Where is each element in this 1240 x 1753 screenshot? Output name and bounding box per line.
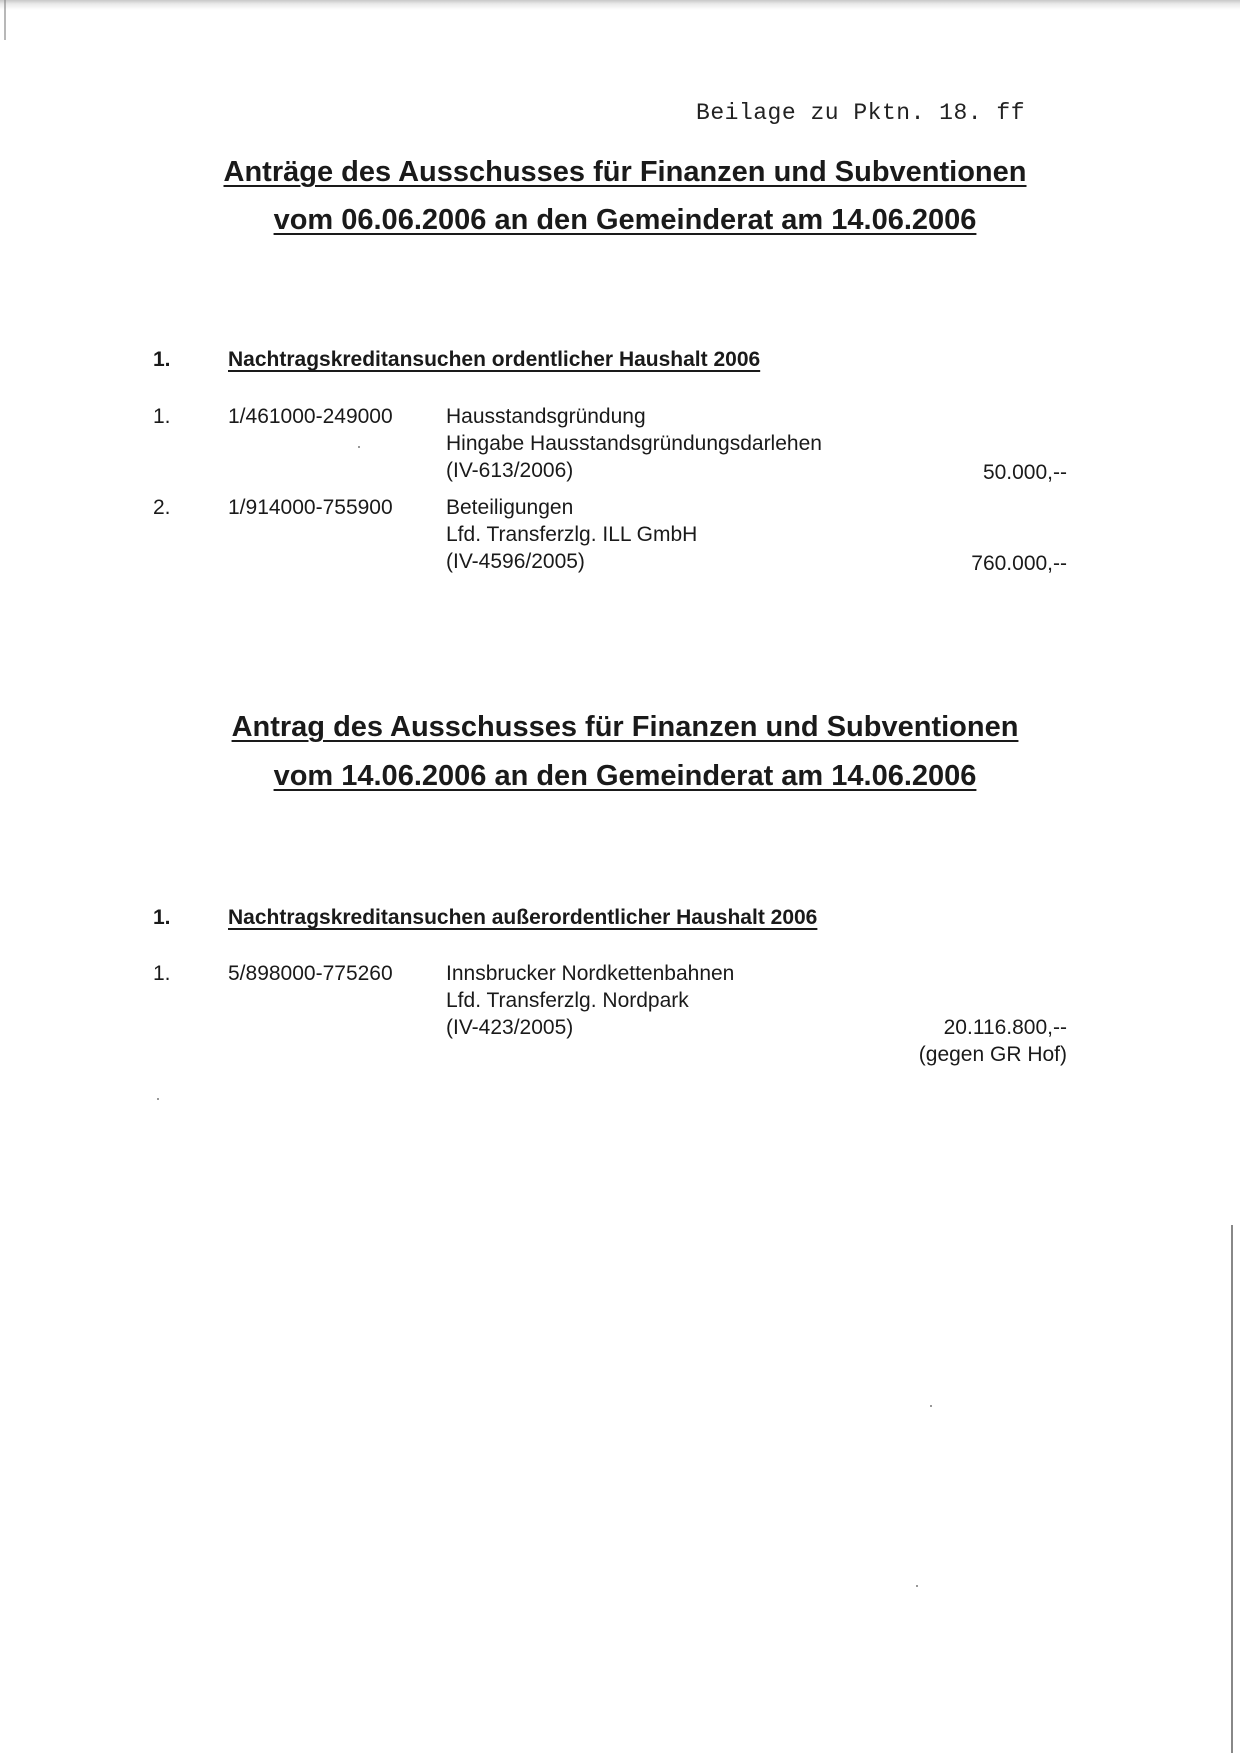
- scan-edge-top: [0, 0, 1240, 10]
- entry-amount: 20.116.800,--: [943, 1016, 1067, 1039]
- block1-heading-line2: [120, 196, 1130, 244]
- entry-description: [446, 960, 906, 1041]
- block2-section-title: Nachtragskreditansuchen außerordentlicher Haushalt 2006: [228, 906, 818, 929]
- block2-heading-line1: [120, 703, 1130, 751]
- entry-description: [446, 494, 906, 575]
- entry-line: (IV-613/2006): [446, 459, 574, 482]
- scan-speck: [358, 446, 360, 448]
- entry-account: 1/914000-755900: [228, 496, 393, 519]
- entry-number: 1.: [153, 962, 171, 985]
- scan-edge-right: [1231, 1225, 1233, 1753]
- entry-note: (gegen GR Hof): [918, 1043, 1067, 1066]
- entry-amount: 760.000,--: [971, 552, 1067, 575]
- block1-heading-line1: [120, 148, 1130, 196]
- entry-line: (IV-423/2005): [446, 1016, 574, 1039]
- attachment-reference: Beilage zu Pktn. 18. ff: [696, 100, 1025, 126]
- entry-line: Hingabe Hausstandsgründungsdarlehen: [446, 432, 822, 455]
- entry-line: Lfd. Transferzlg. Nordpark: [446, 989, 689, 1012]
- entry-number: 2.: [153, 496, 171, 519]
- scan-edge-left: [4, 0, 6, 40]
- entry-account: 1/461000-249000: [228, 405, 393, 428]
- scan-speck: [930, 1405, 932, 1407]
- entry-line: (IV-4596/2005): [446, 550, 585, 573]
- entry-line: Hausstandsgründung: [446, 405, 646, 428]
- scan-speck: [916, 1585, 918, 1587]
- block2-heading-line2-text: vom 14.06.2006 an den Gemeinderat am 14.06.2006: [273, 760, 977, 792]
- entry-line: Lfd. Transferzlg. ILL GmbH: [446, 523, 698, 546]
- block1-heading-line2-text: vom 06.06.2006 an den Gemeinderat am 14.06.2006: [273, 204, 977, 236]
- entry-line: Beteiligungen: [446, 496, 574, 519]
- entry-description: [446, 403, 906, 484]
- entry-line: Innsbrucker Nordkettenbahnen: [446, 962, 735, 985]
- block2-heading-line2: [120, 752, 1130, 800]
- block1-section-number: 1.: [153, 348, 171, 371]
- block1-section-title: Nachtragskreditansuchen ordentlicher Haushalt 2006: [228, 348, 761, 371]
- entry-number: 1.: [153, 405, 171, 428]
- block2-section-number: 1.: [153, 906, 171, 929]
- block1-heading-line1-text: Anträge des Ausschusses für Finanzen und Subventionen: [223, 156, 1027, 188]
- entry-account: 5/898000-775260: [228, 962, 393, 985]
- block2-heading-line1-text: Antrag des Ausschusses für Finanzen und Subventionen: [231, 711, 1019, 743]
- scan-speck: [157, 1098, 159, 1100]
- entry-amount: 50.000,--: [982, 461, 1067, 484]
